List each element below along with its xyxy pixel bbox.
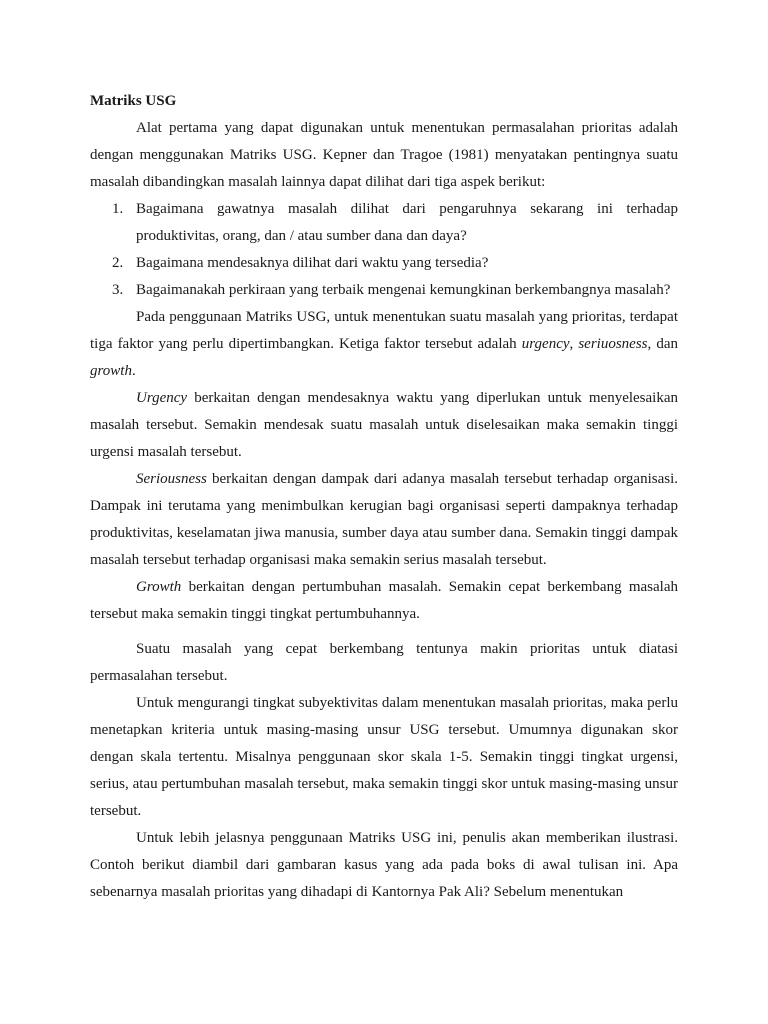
term-growth: Growth (136, 579, 182, 595)
list-item (90, 250, 678, 277)
paragraph-growth (90, 574, 678, 628)
term-urgency: Urgency (136, 390, 188, 406)
list-item (90, 196, 678, 250)
term-seriousness: seriuosness (578, 336, 648, 352)
paragraph-text: berkaitan dengan dampak dari adanya masalah tersebut terhadap organisasi. Dampak ini terutama yang menimbulkan kerugian bagi organisasi seperti dampaknya terhadap produktivitas, keselamatan jiwa manusia, sumber daya atau sumber dana. Semakin tinggi dampak masalah tersebut terhadap organisasi maka semakin serius masalah tersebut. (90, 471, 678, 568)
list-text: Bagaimana gawatnya masalah dilihat dari pengaruhnya sekarang ini terhadap produktivitas, orang, dan / atau sumber dana dan daya? (136, 201, 678, 244)
list-number: 2. (112, 255, 124, 271)
aspect-list (90, 196, 678, 304)
list-number: 3. (112, 282, 124, 298)
paragraph-text: , dan (647, 336, 678, 352)
term-seriousness: Seriousness (136, 471, 207, 487)
paragraph-urgency (90, 385, 678, 466)
term-growth: growth (90, 363, 132, 379)
document-page (90, 88, 678, 906)
list-text: Bagaimana mendesaknya dilihat dari waktu yang tersedia? (136, 255, 489, 271)
paragraph-intro: Alat pertama yang dapat digunakan untuk menentukan permasalahan prioritas adalah dengan menggunakan Matriks USG. Kepner dan Tragoe (1981) menyatakan pentingnya suatu masalah dibandingkan masalah lainnya dapat dilihat dari tiga aspek berikut: (90, 120, 678, 190)
list-number: 1. (112, 201, 124, 217)
paragraph-factors (90, 304, 678, 385)
paragraph-seriousness (90, 466, 678, 574)
paragraph-text: berkaitan dengan mendesaknya waktu yang diperlukan untuk menyelesaikan masalah tersebut. Semakin mendesak suatu masalah untuk diselesaikan maka semakin tinggi urgensi masalah tersebut. (90, 390, 678, 460)
paragraph-illustration: Untuk lebih jelasnya penggunaan Matriks USG ini, penulis akan memberikan ilustrasi. Contoh berikut diambil dari gambaran kasus yang ada pada boks di awal tulisan ini. Apa sebenarnya masalah prioritas yang dihadapi di Kantornya Pak Ali? Sebelum menentukan (90, 830, 678, 900)
paragraph-text: Pada penggunaan Matriks USG, untuk menentukan suatu masalah yang prioritas, terdapat tiga faktor yang perlu dipertimbangkan. Ketiga faktor tersebut adalah (90, 309, 678, 352)
section-title: Matriks USG (90, 93, 177, 109)
paragraph-text: . (131, 363, 136, 379)
paragraph-criteria: Untuk mengurangi tingkat subyektivitas dalam menentukan masalah prioritas, maka perlu menetapkan kriteria untuk masing-masing unsur USG tersebut. Umumnya digunakan skor dengan skala tertentu. Misalnya penggunaan skor skala 1-5. Semakin tinggi tingkat urgensi, serius, atau pertumbuhan masalah tersebut, maka semakin tinggi skor untuk masing-masing unsur tersebut. (90, 695, 678, 819)
list-item (90, 277, 678, 304)
paragraph-text: berkaitan dengan pertumbuhan masalah. Semakin cepat berkembang masalah tersebut maka semakin tinggi tingkat pertumbuhannya. (90, 579, 678, 622)
paragraph-priority: Suatu masalah yang cepat berkembang tentunya makin prioritas untuk diatasi permasalahan tersebut. (90, 641, 678, 684)
term-urgency: urgency (521, 336, 570, 352)
list-text: Bagaimanakah perkiraan yang terbaik mengenai kemungkinan berkembangnya masalah? (136, 282, 671, 298)
paragraph-text: , (569, 336, 579, 352)
